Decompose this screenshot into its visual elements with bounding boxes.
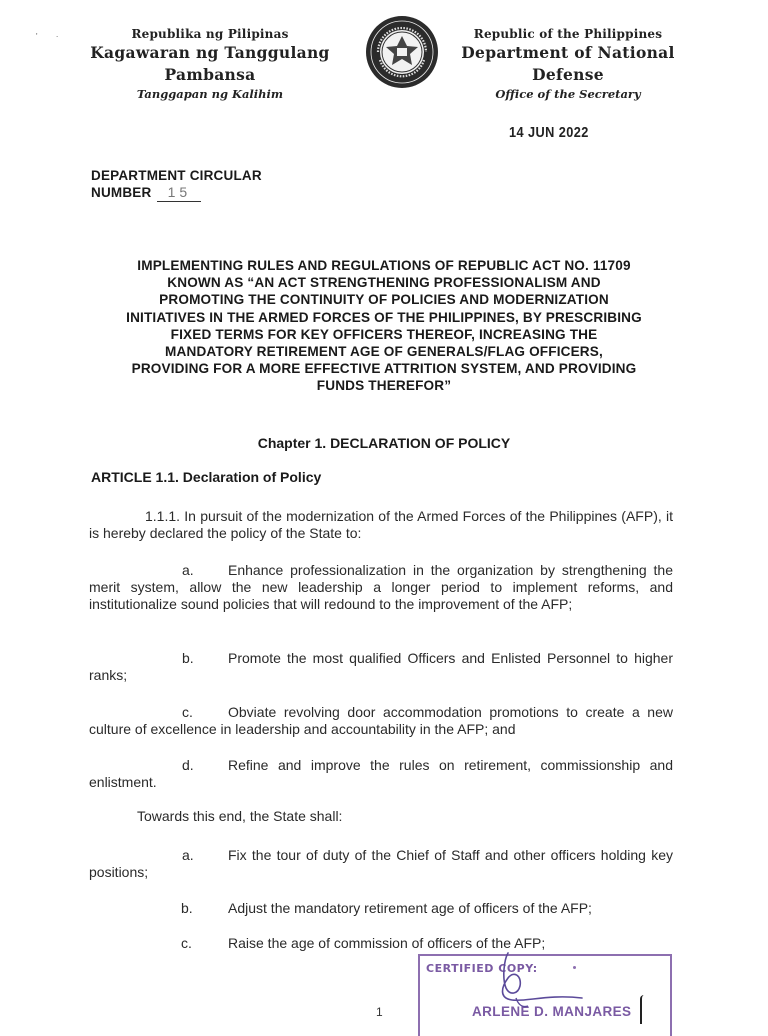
paragraph-text: 1.1.1. In pursuit of the modernization of the Armed Forces of the Philippines (AFP), it is hereby declared the policy of the State to: bbox=[89, 508, 673, 542]
chapter-heading: Chapter 1. DECLARATION OF POLICY bbox=[257, 435, 511, 451]
page-edge-mark bbox=[640, 995, 650, 1024]
policy-item-d bbox=[89, 757, 673, 791]
title-line: KNOWN AS “AN ACT STRENGTHENING PROFESSIONALISM AND bbox=[167, 275, 601, 291]
item-label: c. bbox=[182, 704, 193, 720]
title-line: MANDATORY RETIREMENT AGE OF GENERALS/FLAG OFFICERS, bbox=[165, 344, 603, 360]
letterhead-filipino bbox=[60, 26, 360, 102]
department-line-en: Department of National Defense bbox=[461, 43, 675, 84]
item-label: c. bbox=[181, 935, 192, 951]
republic-line-en: Republic of the Philippines bbox=[473, 27, 663, 41]
circular-number-row bbox=[91, 184, 262, 202]
item-text: Enhance professionalization in the organization by strengthening the merit system, allow the new leadership a longer period to implement reforms, and institutionalize sound policies that will redound to the improvement of the AFP; bbox=[89, 562, 673, 613]
stamp-name: ARLENE D. MANJARES bbox=[472, 1004, 632, 1019]
item-label: d. bbox=[182, 757, 194, 773]
circular-number-value: 15 bbox=[157, 184, 201, 202]
circular-label: DEPARTMENT CIRCULAR bbox=[91, 168, 262, 183]
page-number: 1 bbox=[376, 1005, 383, 1019]
item-text: Raise the age of commission of officers of the AFP; bbox=[228, 935, 546, 951]
title-line: INITIATIVES IN THE ARMED FORCES OF THE PHILIPPINES, BY PRESCRIBING bbox=[126, 309, 642, 325]
item-text: Fix the tour of duty of the Chief of Staff and other officers holding key positions; bbox=[89, 847, 673, 881]
number-label: NUMBER bbox=[91, 185, 152, 200]
towards-statement: Towards this end, the State shall: bbox=[137, 808, 343, 824]
stamp-title: CERTIFIED COPY: bbox=[426, 962, 538, 975]
scan-mark: ' bbox=[36, 32, 38, 41]
dnd-seal-icon bbox=[364, 14, 440, 90]
republic-line-fil: Republika ng Pilipinas bbox=[131, 27, 289, 41]
policy-item-c bbox=[89, 704, 673, 738]
policy-item-a bbox=[89, 562, 673, 614]
item-text: Adjust the mandatory retirement age of officers of the AFP; bbox=[228, 900, 592, 916]
item-label: b. bbox=[181, 900, 193, 916]
circular-header bbox=[91, 167, 262, 202]
title-line: IMPLEMENTING RULES AND REGULATIONS OF REPUBLIC ACT NO. 11709 bbox=[137, 258, 631, 273]
item-label: a. bbox=[182, 562, 194, 578]
department-line-fil: Kagawaran ng Tanggulang Pambansa bbox=[90, 43, 330, 84]
state-item-a bbox=[89, 847, 673, 881]
circular-date: 14 JUN 2022 bbox=[509, 124, 589, 141]
paragraph-1-1-1 bbox=[89, 508, 673, 542]
policy-item-b bbox=[89, 650, 673, 684]
title-line: PROVIDING FOR A MORE EFFECTIVE ATTRITION SYSTEM, AND PROVIDING bbox=[131, 361, 637, 377]
title-line: FUNDS THEREFOR” bbox=[316, 378, 452, 394]
title-line: FIXED TERMS FOR KEY OFFICERS THEREOF, INCREASING THE bbox=[170, 326, 598, 342]
office-line-en: Office of the Secretary bbox=[495, 87, 641, 101]
item-label: b. bbox=[182, 650, 194, 666]
article-heading: ARTICLE 1.1. Declaration of Policy bbox=[91, 469, 322, 485]
document-title bbox=[84, 257, 684, 395]
office-line-fil: Tanggapan ng Kalihim bbox=[136, 87, 284, 101]
signature-icon bbox=[478, 948, 588, 1018]
item-label: a. bbox=[182, 847, 194, 863]
title-line: PROMOTING THE CONTINUITY OF POLICIES AND MODERNIZATION bbox=[159, 292, 609, 308]
item-text: Refine and improve the rules on retirement, commissionship and enlistment. bbox=[89, 757, 673, 791]
item-text: Obviate revolving door accommodation promotions to create a new culture of excellence in leadership and accountability in the AFP; and bbox=[89, 704, 673, 738]
letterhead-english bbox=[440, 26, 696, 102]
scan-mark: . bbox=[56, 30, 59, 39]
item-text: Promote the most qualified Officers and Enlisted Personnel to higher ranks; bbox=[89, 650, 673, 684]
